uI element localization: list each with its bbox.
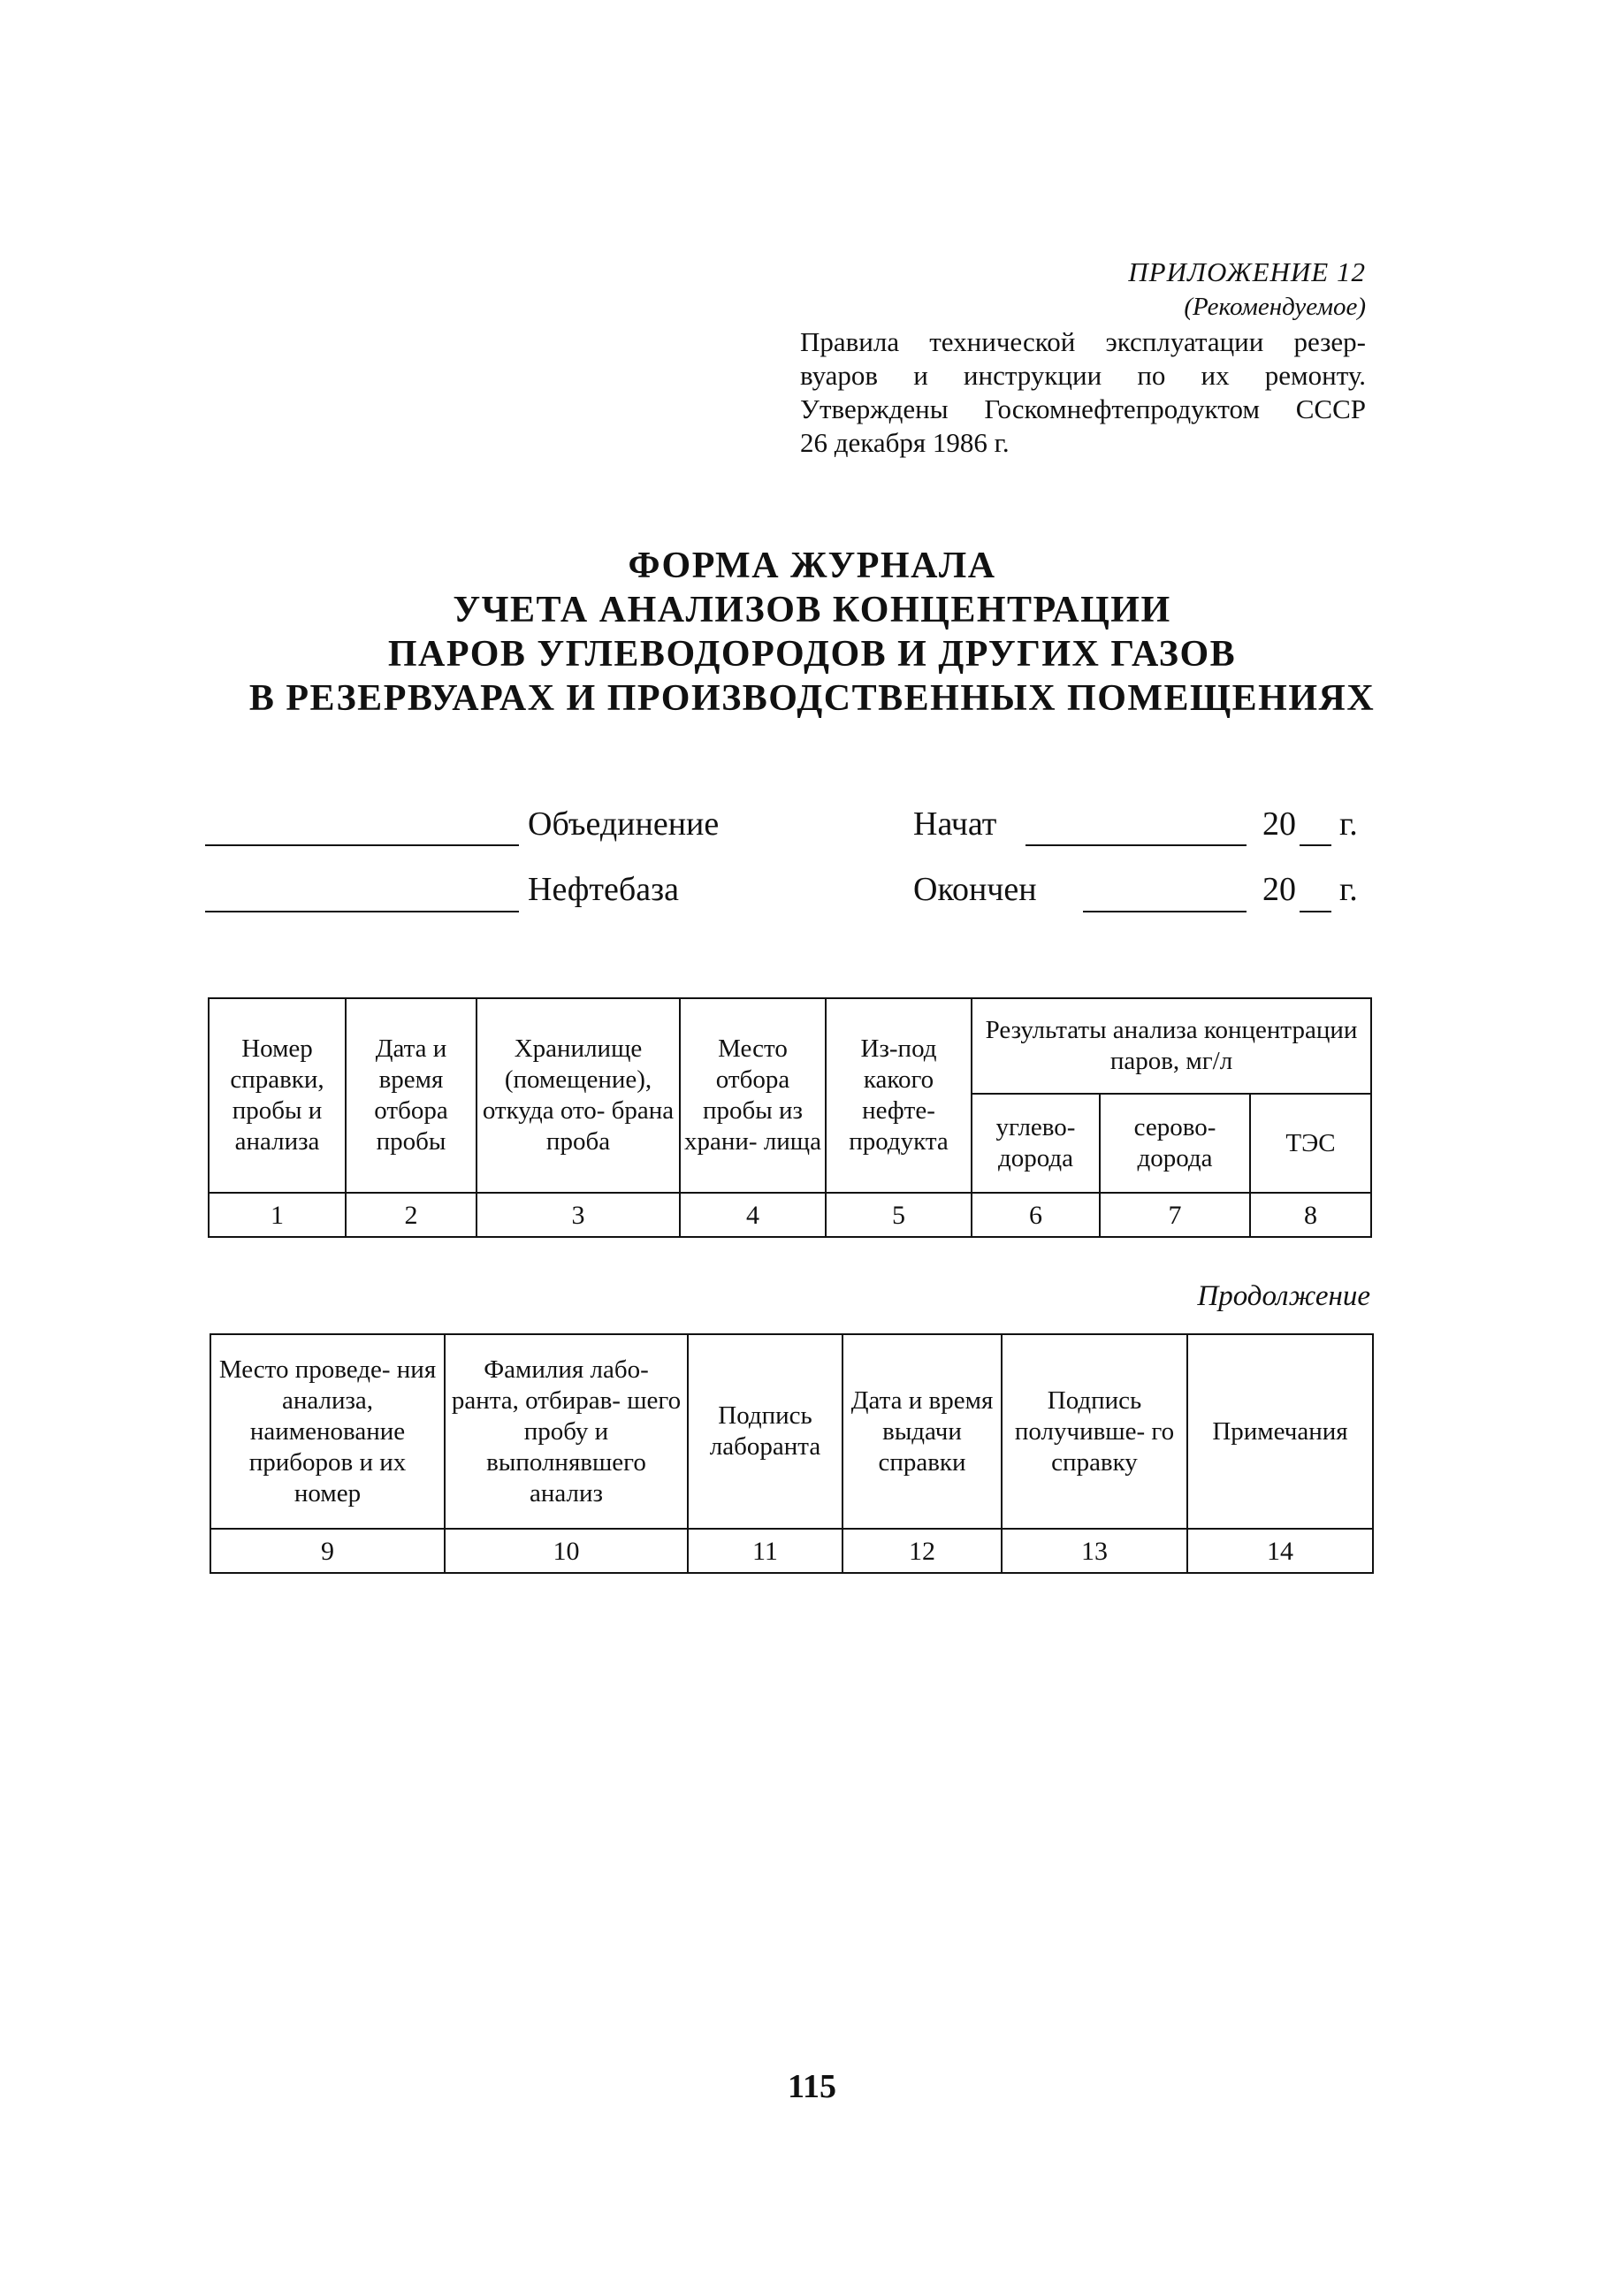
column-number: 6: [972, 1193, 1100, 1237]
header-tes: ТЭС: [1250, 1094, 1371, 1193]
started-label: Начат: [913, 805, 997, 843]
journal-table-continuation: [210, 1333, 1374, 1574]
column-number: 9: [210, 1529, 445, 1573]
form-title-line: УЧЕТА АНАЛИЗОВ КОНЦЕНТРАЦИИ: [453, 590, 1171, 630]
column-number: 8: [1250, 1193, 1371, 1237]
column-number: 11: [688, 1529, 842, 1573]
header-lab-assistant-signature: Подпись лаборанта: [688, 1334, 842, 1529]
column-number: 1: [209, 1193, 346, 1237]
started-year-prefix: 20: [1262, 805, 1296, 843]
header-lab-assistant-name: Фамилия лабо- ранта, отбирав- шего пробу и выполнявшего анализ: [445, 1334, 688, 1529]
header-storage-location: Хранилище (помещение), откуда ото- брана проба: [477, 998, 680, 1193]
header-notes: Примечания: [1187, 1334, 1373, 1529]
header-reference-number: Номер справки, пробы и анализа: [209, 998, 346, 1193]
column-number: 10: [445, 1529, 688, 1573]
header-recipient-signature: Подпись получивше- го справку: [1002, 1334, 1187, 1529]
form-title-line: В РЕЗЕРВУАРАХ И ПРОИЗВОДСТВЕННЫХ ПОМЕЩЕНИЯХ: [248, 678, 1376, 719]
appendix-line: вуаров и инструкции по их ремонту.: [800, 360, 1366, 391]
finished-year-suffix: г.: [1339, 871, 1358, 908]
finished-year-blank[interactable]: [1300, 911, 1331, 912]
started-date-blank[interactable]: [1025, 844, 1247, 846]
column-number: 4: [680, 1193, 826, 1237]
header-hydrogen-sulfide: серово- дорода: [1100, 1094, 1250, 1193]
appendix-subtitle: (Рекомендуемое): [1184, 293, 1366, 321]
finished-year-prefix: 20: [1262, 871, 1296, 908]
column-number: 12: [842, 1529, 1002, 1573]
appendix-line: 26 декабря 1986 г.: [800, 427, 1010, 458]
oil-depot-label: Нефтебаза: [528, 871, 679, 908]
column-number: 13: [1002, 1529, 1187, 1573]
started-year-blank[interactable]: [1300, 844, 1331, 846]
appendix-line: Правила технической эксплуатации резер-: [800, 326, 1366, 357]
form-title: [133, 544, 1491, 721]
form-title-line: ПАРОВ УГЛЕВОДОРОДОВ И ДРУГИХ ГАЗОВ: [387, 634, 1237, 675]
appendix-reference: [800, 325, 1366, 460]
column-number: 5: [826, 1193, 972, 1237]
header-issue-datetime: Дата и время выдачи справки: [842, 1334, 1002, 1529]
journal-table-main: [208, 997, 1372, 1238]
page-number: 115: [788, 2068, 836, 2105]
association-blank[interactable]: [205, 844, 519, 846]
header-petroleum-product: Из-под какого нефте- продукта: [826, 998, 972, 1193]
oil-depot-blank[interactable]: [205, 911, 519, 912]
header-sampling-point: Место отбора пробы из храни- лища: [680, 998, 826, 1193]
column-number: 7: [1100, 1193, 1250, 1237]
appendix-title: ПРИЛОЖЕНИЕ 12: [1128, 256, 1366, 287]
column-number: 3: [477, 1193, 680, 1237]
header-analysis-results: Результаты анализа концентрации паров, мг/л: [972, 998, 1371, 1094]
association-label: Объединение: [528, 805, 720, 843]
header-hydrocarbons: углево- дорода: [972, 1094, 1100, 1193]
header-analysis-place: Место проведе- ния анализа, наименование приборов и их номер: [210, 1334, 445, 1529]
column-number: 14: [1187, 1529, 1373, 1573]
appendix-line: Утверждены Госкомнефтепродуктом СССР: [800, 393, 1366, 424]
finished-date-blank[interactable]: [1083, 911, 1247, 912]
form-title-line: ФОРМА ЖУРНАЛА: [628, 546, 996, 586]
appendix-block: [800, 255, 1366, 460]
finished-label: Окончен: [913, 871, 1037, 908]
continuation-label: Продолжение: [1197, 1280, 1370, 1312]
header-sampling-datetime: Дата и время отбора пробы: [346, 998, 477, 1193]
started-year-suffix: г.: [1339, 805, 1358, 843]
column-number: 2: [346, 1193, 477, 1237]
